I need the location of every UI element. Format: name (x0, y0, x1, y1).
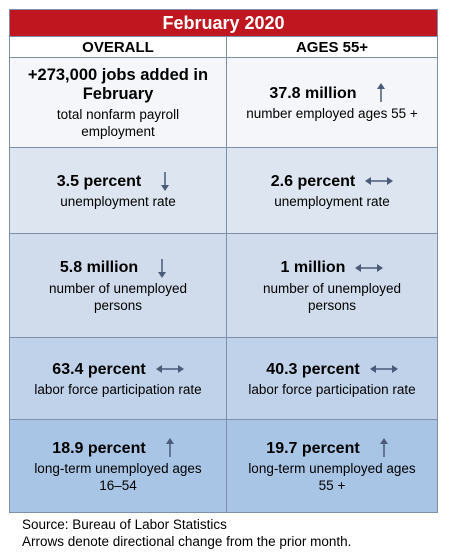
participation-desc: labor force participation rate (34, 382, 202, 397)
table-title: February 2020 (10, 10, 437, 36)
employed-55-value: 37.8 million (269, 84, 357, 102)
cell-overall-payroll (10, 58, 227, 148)
cell-ages-unemployment-rate (227, 148, 437, 234)
long-term-desc: long-term unemployed ages 16–54 (34, 461, 202, 493)
source-note: Source: Bureau of Labor Statistics (22, 517, 227, 532)
cell-ages-participation (227, 338, 437, 420)
unemployed-desc: number of unemployed persons (48, 280, 188, 313)
participation-value: 63.4 percent (52, 360, 146, 378)
unemployment-rate-55-value: 2.6 percent (270, 172, 356, 190)
column-header-ages-55: AGES 55+ (227, 36, 437, 58)
participation-55-value: 40.3 percent (266, 360, 360, 378)
cell-ages-long-term (227, 420, 437, 512)
arrow-left-right-icon (355, 258, 383, 278)
arrow-left-right-icon (365, 171, 393, 191)
cell-overall-unemployment-rate (10, 148, 227, 234)
arrow-left-right-icon (370, 359, 398, 379)
cell-ages-employed (227, 58, 437, 148)
unemployment-rate-55-desc: unemployment rate (274, 194, 390, 209)
arrow-up-icon (370, 438, 398, 458)
unemployment-rate-desc: unemployment rate (60, 194, 176, 209)
cell-overall-participation (10, 338, 227, 420)
participation-55-desc: labor force participation rate (248, 382, 416, 397)
unemployment-rate-value: 3.5 percent (56, 172, 142, 190)
arrow-up-icon (156, 438, 184, 458)
long-term-55-value: 19.7 percent (266, 439, 360, 457)
payroll-desc: total nonfarm payroll employment (56, 106, 180, 139)
arrow-left-right-icon (156, 359, 184, 379)
employed-55-desc: number employed ages 55 + (246, 106, 418, 121)
cell-overall-unemployed (10, 234, 227, 338)
cell-overall-long-term (10, 420, 227, 512)
jobs-report-table (9, 9, 438, 513)
footer (22, 516, 351, 550)
arrows-note: Arrows denote directional change from the prior month. (22, 534, 352, 549)
unemployed-value: 5.8 million (59, 259, 139, 276)
cell-ages-unemployed (227, 234, 437, 338)
column-header-overall: OVERALL (10, 36, 227, 58)
unemployed-55-value: 1 million (280, 259, 346, 276)
arrow-down-icon (148, 258, 176, 278)
arrow-up-icon (367, 83, 395, 103)
arrow-down-icon (151, 171, 179, 191)
unemployed-55-desc: number of unemployed persons (262, 280, 402, 313)
long-term-55-desc: long-term unemployed ages 55 + (248, 461, 416, 493)
long-term-value: 18.9 percent (52, 439, 146, 457)
payroll-value: +273,000 jobs added in February (27, 65, 209, 103)
